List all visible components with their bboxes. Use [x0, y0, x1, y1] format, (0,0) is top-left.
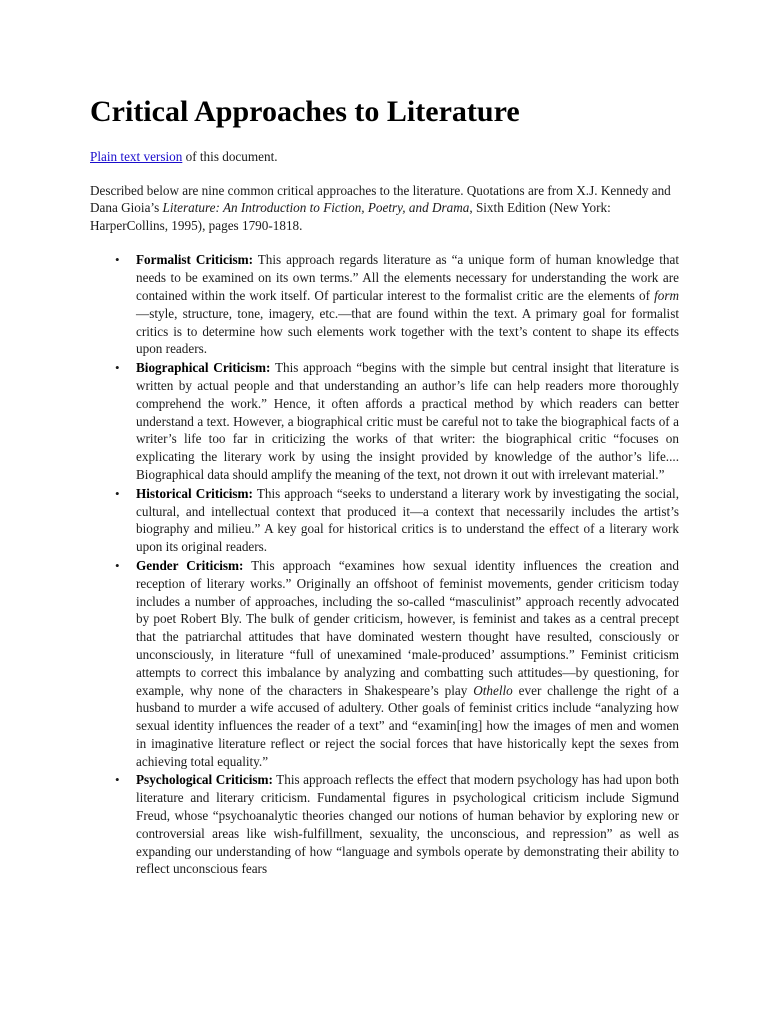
approach-text: This approach regards literature as “a unique form of human knowledge that needs to be examined on its own terms.” All the elements necessary for understanding the work are contained within the work itself. Of particular interest to the formalist critic are the elements of — [136, 252, 679, 303]
plain-text-version-link[interactable]: Plain text version — [90, 149, 183, 164]
list-item-historical — [115, 485, 679, 556]
approaches-list — [90, 251, 679, 878]
list-item-psychological — [115, 771, 679, 878]
intro-paragraph — [90, 182, 679, 235]
bullet-icon: • — [115, 557, 120, 573]
plain-text-suffix: of this document. — [182, 149, 278, 164]
list-item-formalist — [115, 251, 679, 358]
approach-text: ever challenge the right of a husband to murder a wife accused of adultery. Other goals of feminist critics include “analyzing how sexual identity influences the reader of a text” and “examin[ing] how the images of men and women in imaginative literature reflect or reject the social forces that have historically kept the sexes from achieving total equality.” — [136, 682, 679, 769]
approach-text: —style, structure, tone, imagery, etc.—that are found within the text. A primary goal for formalist critics is to determine how such elements work together with the text’s content to shape its effects upon readers. — [136, 305, 679, 357]
approach-emphasis: Othello — [473, 682, 513, 698]
approach-emphasis: form — [654, 287, 679, 303]
approach-text: This approach “seeks to understand a literary work by investigating the social, cultural, and intellectual context that produced it—a context that necessarily includes the artist’s biography and milieu.” A key goal for historical critics is to understand the effect of a literary work upon its original readers. — [136, 485, 679, 555]
list-item-biographical — [115, 359, 679, 484]
approach-text: This approach “begins with the simple but central insight that literature is written by actual people and that understanding an author’s life can help readers more thoroughly comprehend the work.” Hence, it often affords a practical method by which readers can better understand a text. However, a biographical critic must be careful not to take the biographical facts of a writer’s life too far in criticizing the works of that writer: the biographical critic “focuses on explicating the literary work by using the insight provided by knowledge of the author’s life.... Biographical data should amplify the meaning of the text, not drown it out with irrelevant material.” — [136, 360, 679, 482]
approach-heading: Formalist Criticism: — [136, 252, 253, 268]
page-title: Critical Approaches to Literature — [90, 95, 520, 128]
list-item-gender — [115, 557, 679, 771]
plain-text-line — [90, 148, 679, 166]
intro-text-before: Described below are nine common critical approaches to the literature. Quotations are from X.J. Kennedy and Dana Gioia’s — [90, 182, 671, 216]
approach-text: This approach reflects the effect that modern psychology has had upon both literature and literary criticism. Fundamental figures in psychological criticism include Sigmund Freud, whose “psychoanalytic theories changed our notions of human behavior by exploring new or controversial areas like wish-fulfillment, sexuality, the unconscious, and repression” as well as expanding our understanding of how “language and symbols operate by demonstrating their ability to reflect unconscious fears — [136, 772, 679, 877]
bullet-icon: • — [115, 360, 120, 376]
bullet-icon: • — [115, 485, 120, 501]
approach-text: This approach “examines how sexual identity influences the creation and reception of literary works.” Originally an offshoot of feminist movements, gender criticism today includes a number of approaches, including the so-called “masculinist” approach recently advocated by poet Robert Bly. The bulk of gender criticism, however, is feminist and takes as a central precept that the patriarchal attitudes that have dominated western thought have resulted, consciously or unconsciously, in literature “full of unexamined ‘male-produced’ assumptions.” Feminist criticism attempts to correct this imbalance by analyzing and combatting such attitudes—by questioning, for example, why none of the characters in Shakespeare’s play — [136, 557, 679, 698]
bullet-icon: • — [115, 772, 120, 788]
intro-book-title: Literature: An Introduction to Fiction, Poetry, and Drama — [162, 200, 470, 216]
approach-heading: Gender Criticism: — [136, 557, 244, 573]
approach-heading: Biographical Criticism: — [136, 360, 271, 376]
bullet-icon: • — [115, 252, 120, 268]
intro-text-after: , Sixth Edition (New York: HarperCollins, 1995), pages 1790-1818. — [90, 200, 611, 233]
approach-heading: Historical Criticism: — [136, 485, 253, 501]
approach-heading: Psychological Criticism: — [136, 772, 273, 788]
